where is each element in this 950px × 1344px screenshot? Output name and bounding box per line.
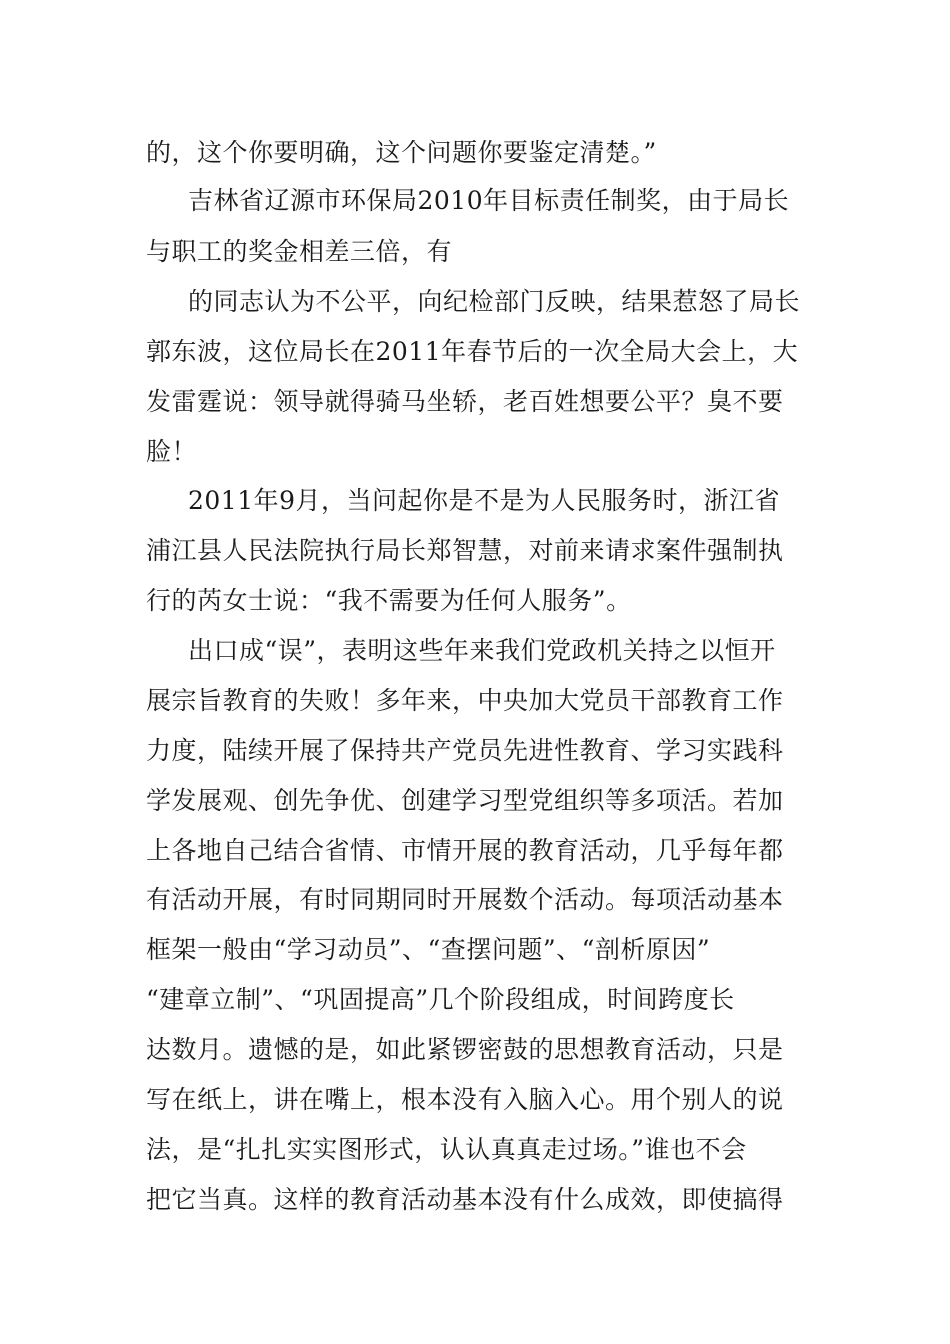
text-line: 浦江县人民法院执行局长郑智慧，对前来请求案件强制执 bbox=[146, 536, 784, 565]
text-line: 展宗旨教育的失败！多年来，中央加大党员干部教育工作 bbox=[146, 686, 784, 715]
text-line: 有活动开展，有时同期同时开展数个活动。每项活动基本 bbox=[146, 885, 784, 914]
text-line: 法，是“扎扎实实图形式，认认真真走过场。”谁也不会 bbox=[146, 1135, 747, 1164]
text-line: 的，这个你要明确，这个问题你要鉴定清楚。” bbox=[146, 138, 657, 167]
text-line: 发雷霆说：领导就得骑马坐轿，老百姓想要公平？臭不要 bbox=[146, 387, 784, 416]
text-line: 力度，陆续开展了保持共产党员先进性教育、学习实践科 bbox=[146, 736, 784, 765]
paragraph-start-line: 2011年9月，当问起你是不是为人民服务时，浙江省 bbox=[188, 486, 781, 515]
text-line: 与职工的奖金相差三倍，有 bbox=[146, 237, 453, 266]
text-line: “建章立制”、“巩固提高”几个阶段组成，时间跨度长 bbox=[146, 985, 735, 1014]
text-line: 写在纸上，讲在嘴上，根本没有入脑入心。用个别人的说 bbox=[146, 1085, 784, 1114]
text-line: 把它当真。这样的教育活动基本没有什么成效，即使搞得 bbox=[146, 1185, 784, 1214]
text-line: 学发展观、创先争优、创建学习型党组织等多项活。若加 bbox=[146, 786, 784, 815]
paragraph-start-line: 的同志认为不公平，向纪检部门反映，结果惹怒了局长 bbox=[188, 287, 801, 316]
text-line: 脸！ bbox=[146, 437, 198, 466]
paragraph-start-line: 出口成“误”，表明这些年来我们党政机关持之以恒开 bbox=[188, 636, 776, 665]
paragraph-start-line: 吉林省辽源市环保局2010年目标责任制奖，由于局长 bbox=[188, 186, 790, 215]
text-line: 达数月。遗憾的是，如此紧锣密鼓的思想教育活动，只是 bbox=[146, 1035, 784, 1064]
text-line: 框架一般由“学习动员”、“查摆问题”、“剖析原因” bbox=[146, 935, 711, 964]
text-line: 上各地自己结合省情、市情开展的教育活动，几乎每年都 bbox=[146, 836, 784, 865]
text-line: 郭东波，这位局长在2011年春节后的一次全局大会上，大 bbox=[146, 337, 799, 366]
text-line: 行的芮女士说：“我不需要为任何人服务”。 bbox=[146, 586, 632, 615]
